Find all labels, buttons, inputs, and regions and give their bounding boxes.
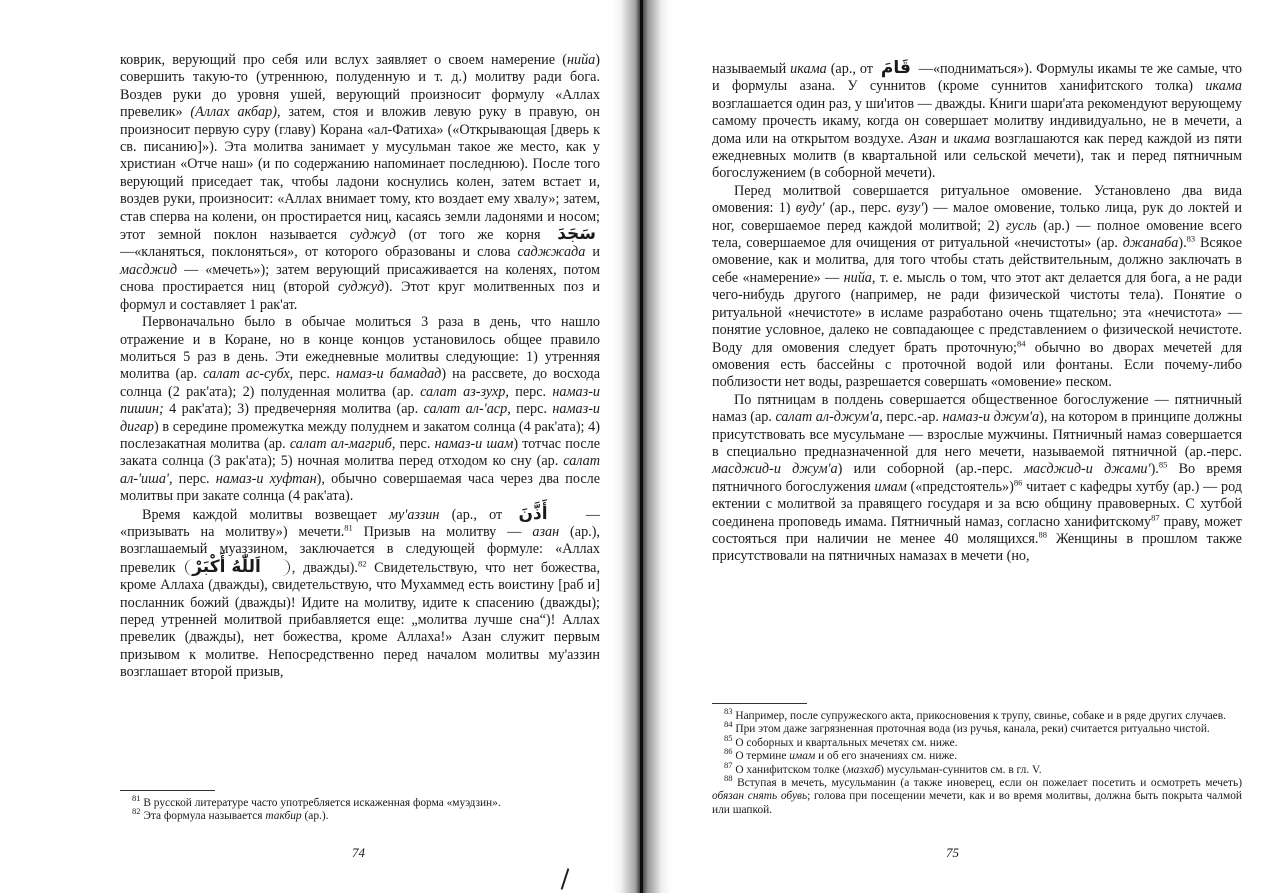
page-number-right: 75	[946, 845, 959, 860]
italic-term: салат ал-'иша'	[120, 453, 600, 487]
text-run: ).	[1150, 461, 1159, 478]
text-run: ), на котором в принципе должны присутствовать все мусульмане — взрослые мужчины. Пятничный намаз совершается в специально предназначенной для него мечети, называемой пятничной (ар.-перс.	[712, 409, 1242, 460]
footnote-ref: 85	[1158, 459, 1168, 470]
pen-mark	[561, 868, 570, 890]
text-run: обычно во дворах мечетей для омовения есть бассейны с проточной водой или фонтаны. Если почему-либо поблизости нет воды, разрешается совершать «омовение» песком.	[712, 339, 1242, 391]
italic-term: саджжада	[517, 244, 586, 261]
text-run: , дважды	[291, 559, 350, 576]
text-run: Перед молитвой совершается ритуальное омовение. Установлено два вида омовения: 1)	[712, 182, 1242, 217]
paragraph	[712, 392, 1242, 566]
paragraph	[712, 183, 1242, 392]
text-run: ). Этот круг молитвенных поз и формул и составляет 1 рак'ат.	[120, 279, 600, 313]
italic-term: намаз-и хуфтан	[215, 470, 317, 487]
italic-term: имам	[874, 478, 907, 495]
left-body-text	[120, 52, 600, 682]
right-body-text	[712, 60, 1242, 566]
italic-term: суджуд	[349, 227, 396, 244]
footnote-italic: мазхаб	[846, 763, 881, 776]
italic-term: намаз-и бамадад	[335, 366, 442, 383]
footnote-ref: 87	[1151, 511, 1160, 522]
footnote-italic: такбир	[265, 810, 302, 823]
italic-term: Азан	[908, 130, 937, 147]
footnote	[712, 719, 1242, 736]
text-run: —«подниматься»). Формулы икамы те же самые, что и формулы азана. У суннитов (кроме суннитов ханифитского толка)	[712, 61, 1242, 95]
text-run: коврик, верующий про себя или вслух заявляет о своем намерение (	[120, 52, 567, 68]
arabic-word: أَذَّنَ	[518, 503, 548, 524]
footnote-ref: 82	[357, 558, 367, 569]
footnote-rule	[712, 703, 807, 704]
footnote-text: и об его значениях см. ниже.	[815, 750, 958, 763]
footnote-text: Эта формула называется	[143, 810, 266, 823]
italic-term: намаз-и пишин;	[120, 383, 601, 418]
italic-term: гусль	[1005, 217, 1037, 234]
footnote-number: 83	[724, 706, 733, 717]
italic-term: нийа	[843, 269, 872, 286]
text-run: , перс.	[505, 383, 553, 400]
text-run: Всякое омовение, как и молитва, для того чтобы стать действительным, должно заключать в себе «намерение» —	[712, 235, 1242, 286]
text-run: и	[936, 130, 954, 147]
text-run: ).	[1178, 235, 1187, 252]
footnote	[712, 706, 1242, 723]
text-run: («предстоятель»)	[906, 478, 1014, 495]
footnote-text: ) мусульман-суннитов см. в гл. V.	[880, 763, 1042, 776]
text-run: Время каждой молитвы возвещает	[142, 506, 389, 523]
text-run: (ар.) — полное омовение всего тела, совершаемое для очищения от ритуальной «нечистоты» (ар.	[712, 217, 1242, 252]
text-run: — «мечеть»); затем верующий присаживается на коленях, потом снова простирается ниц (второй	[120, 261, 600, 296]
text-run: возглашаются как перед каждой из пяти ежедневных молитв (в квартальной или сельской мечети), так и перед пятничным богослужением (в соборной мечети).	[712, 130, 1242, 182]
footnote-number: 85	[724, 733, 733, 744]
text-run: Первоначально было в обычае молиться 3 раза в день, что нашло отражение и в Коране, но в конце концов установилось общее правило молиться 5 раз в день. Эти ежедневные молитвы следующие: 1) утренняя молитва (ар.	[120, 314, 600, 383]
text-run: читает с кафедры хутбу (ар.) — род ектении с молитвой за правящего государя и за всю общину правоверных. С хутбой соединена проповедь имама. Пятничный намаз, согласно ханифитскому	[712, 478, 1242, 530]
footnote-number: 86	[724, 746, 733, 757]
italic-term: икама	[1205, 78, 1242, 95]
italic-term: икама	[953, 130, 991, 147]
left-page	[0, 0, 612, 893]
text-run: Женщины в прошлом также присутствовали на пятничных намазах в мечети (но,	[712, 530, 1242, 565]
gutter-shadow	[640, 0, 643, 893]
italic-term: му'аззин	[388, 506, 440, 523]
text-run: 4 рак'ата); 3) предвечерняя молитва (ар.	[163, 401, 424, 418]
text-run: —«кланяться, поклоняться», от которого образованы и слова	[120, 244, 518, 261]
text-run: праву, может состояться при наличии не менее 40 молящихся.	[712, 513, 1242, 547]
text-run: ).	[349, 559, 358, 576]
text-run: (ар., от	[439, 506, 515, 523]
paragraph	[120, 314, 600, 505]
footnote-ref: 81	[344, 522, 353, 533]
right-footnotes	[712, 703, 1242, 817]
paragraph	[712, 60, 1242, 183]
footnote-text: (ар.).	[301, 810, 329, 823]
footnote-text: При этом даже загрязненная проточная вода (из ручья, канала, реки) считается ритуально чистой.	[735, 723, 1210, 736]
italic-term: азан	[532, 523, 560, 540]
footnote-ref: 83	[1186, 233, 1196, 244]
footnote-italic: имам	[789, 750, 816, 763]
text-run: называемый	[712, 61, 791, 77]
text-run: По пятницам в полдень совершается общественное богослужение — пятничный намаз (ар.	[712, 391, 1242, 426]
text-run: , перс.	[289, 366, 336, 383]
italic-term: нийа	[566, 52, 596, 68]
text-run: ) или соборной (ар.-перс.	[837, 461, 1024, 478]
text-run: (ар., перс.	[824, 200, 897, 217]
text-run: , затем, стоя и вложив левую руку в правую, он произносит первую суру (главу) Корана «ал-Фатиха» («Открывающая [дверь к св. писанию]»). Эта молитва занимает у мусульман такое же место, как у христиан «Отче наш» (и по содержанию напоминает последнюю). После того верующий приседает так, чтобы ладони коснулись колен, затем встает и, воздев руки, произносит: «Аллах внимает тому, кто воздает ему хвалу»; затем, став сперва на колени, он простирается ниц, касаясь земли ладонями и носом; этот земной поклон называется	[120, 104, 600, 244]
text-run: Во время пятничного богослужения	[712, 461, 1242, 495]
footnote	[120, 806, 600, 823]
italic-term: (Аллах акбар)	[190, 104, 277, 121]
text-run: (от того же корня	[395, 227, 554, 244]
text-run: Свидетельствую, что нет божества, кроме Аллаха (дважды), свидетельствую, что Мухаммед есть воистину [раб и] посланник божий (дважды)! Идите на молитву, идите к спасению (дважды); перед утренней молитвой прибавляется еще: „молитва лучше сна“)! Аллах превелик (дважды), нет божества, кроме Аллаха!» Азан служит первым призывом к молитве. Непосредственно перед началом молитвы му'аззин возглашает второй призыв,	[120, 559, 600, 681]
text-run: ) на рассвете, до восхода солнца (2 рак'ата); 2) полуденная молитва (ар.	[120, 366, 601, 400]
footnote	[712, 746, 1242, 763]
left-footnotes	[120, 790, 600, 824]
italic-term: салат ал-джум'а,	[775, 409, 883, 426]
text-run: возглашается один раз, у ши'итов — дважды. Книги шари'ата рекомендуют верующему самому прочесть икаму, когда он совершает молитву индивидуально, не в мечети, а дома или на открытом воздухе.	[712, 95, 1242, 147]
italic-term: вуду'	[795, 200, 825, 217]
italic-term: масджид-и джами'	[1023, 461, 1151, 478]
footnote-ref: 86	[1013, 477, 1023, 488]
footnote-text: Например, после супружеского акта, прикосновения к трупу, свинье, собаке и в ряде других случаев.	[735, 710, 1226, 722]
arabic-formula: اَللّٰهُ أَكْبَرْ	[185, 559, 290, 576]
arabic-word: سَجَدَ	[557, 224, 597, 245]
text-run: Призыв на молитву —	[352, 523, 533, 540]
text-run: ) — малое омовение, только лица, рук до локтей и ног, совершаемое перед каждой молитвой; 2)	[712, 200, 1243, 234]
footnote	[712, 773, 1242, 817]
footnote-italic: обязан снять обувь	[712, 790, 808, 803]
footnote-text: О термине	[735, 750, 790, 763]
italic-term: намаз-и джум'а	[942, 409, 1040, 426]
footnote-number: 84	[724, 719, 733, 730]
italic-term: намаз-и дигар	[120, 401, 601, 435]
italic-term: суджуд	[337, 279, 385, 296]
footnote-text: О ханифитском толке (	[735, 763, 847, 776]
italic-term: салат аз-зухр	[420, 383, 506, 400]
italic-term: вузу'	[896, 200, 924, 217]
text-run: и	[585, 244, 600, 261]
text-run: (ар., от	[826, 61, 877, 77]
text-run: ) в середине промежутка между полуднем и закатом солнца (4 рак'ата); 4) послезакатная молитва (ар.	[120, 418, 600, 452]
text-run: ), обычно совершаемая часа через два после молитвы при закате солнца (4 рак'ата).	[120, 470, 600, 505]
text-run: , перс.	[168, 470, 216, 487]
text-run: ) совершить такую-то (утреннюю, полуденную и т. д.) молитву ради бога. Воздев руки до уровня ушей, верующий произносит формулу «Аллах превелик»	[120, 52, 600, 121]
text-run: , т. е. мысль о том, что этот акт делается для бога, а не ради чего-нибудь другого (например, не ради физической чистоты тела). Понятие о ритуальной «нечистоте» в исламе разработано очень тщательно; эта «нечистота» — понятие условное, далеко не совпадающее с представлением о физической нечистоте. Воду для омовения следует брать проточную;	[712, 269, 1242, 356]
footnote-number: 87	[724, 759, 733, 770]
footnote-text: В русской литературе часто употребляется искаженная форма «муэдзин».	[143, 797, 501, 809]
italic-term: салат ас-субх	[203, 366, 290, 383]
italic-term: салат ал-'аср	[423, 401, 508, 418]
footnote-ref: 84	[1017, 337, 1026, 348]
page-number-left: 74	[352, 845, 365, 860]
paragraph	[120, 503, 600, 682]
footnote	[120, 793, 600, 810]
footnote-number: 88	[724, 773, 733, 784]
italic-term: джанаба	[1122, 235, 1179, 252]
arabic-word: قَامَ	[880, 58, 911, 78]
footnote-ref: 88	[1038, 529, 1047, 540]
text-run: перс.-ар.	[882, 409, 943, 426]
footnote-text: О соборных и квартальных мечетях см. ниже.	[735, 736, 958, 749]
text-run: — «призывать на молитву») мечети.	[120, 506, 600, 540]
footnote	[712, 759, 1242, 777]
footnote-number: 81	[132, 793, 141, 804]
italic-term: масджид-и джум'а	[712, 461, 838, 478]
right-page	[670, 0, 1268, 893]
text-run: , перс.	[391, 435, 435, 452]
footnote	[712, 733, 1242, 750]
text-run: (ар.), возглашаемый муаззином, заключается в следующей формуле: «Аллах превелик	[120, 523, 600, 576]
italic-term: салат ал-магриб	[289, 435, 392, 452]
text-run: , перс.	[507, 401, 553, 418]
footnote-rule	[120, 790, 215, 791]
paragraph	[120, 52, 600, 314]
italic-term: масджид	[120, 261, 178, 278]
italic-term: икама	[790, 61, 827, 77]
text-run: ) тотчас после заката солнца (3 рак'ата); 5) ночная молитва перед отходом ко сну (ар.	[120, 435, 601, 470]
footnote-text: Вступая в мечеть, мусульманин (а также иноверец, если он пожелает посетить и осмотреть мечеть)	[737, 777, 1242, 790]
footnote-text: ; голова при посещении мечети, как и во время молитвы, должна быть покрыта чалмой или шапкой.	[712, 790, 1242, 816]
footnote-number: 82	[132, 806, 141, 817]
italic-term: намаз-и шам	[434, 435, 514, 452]
